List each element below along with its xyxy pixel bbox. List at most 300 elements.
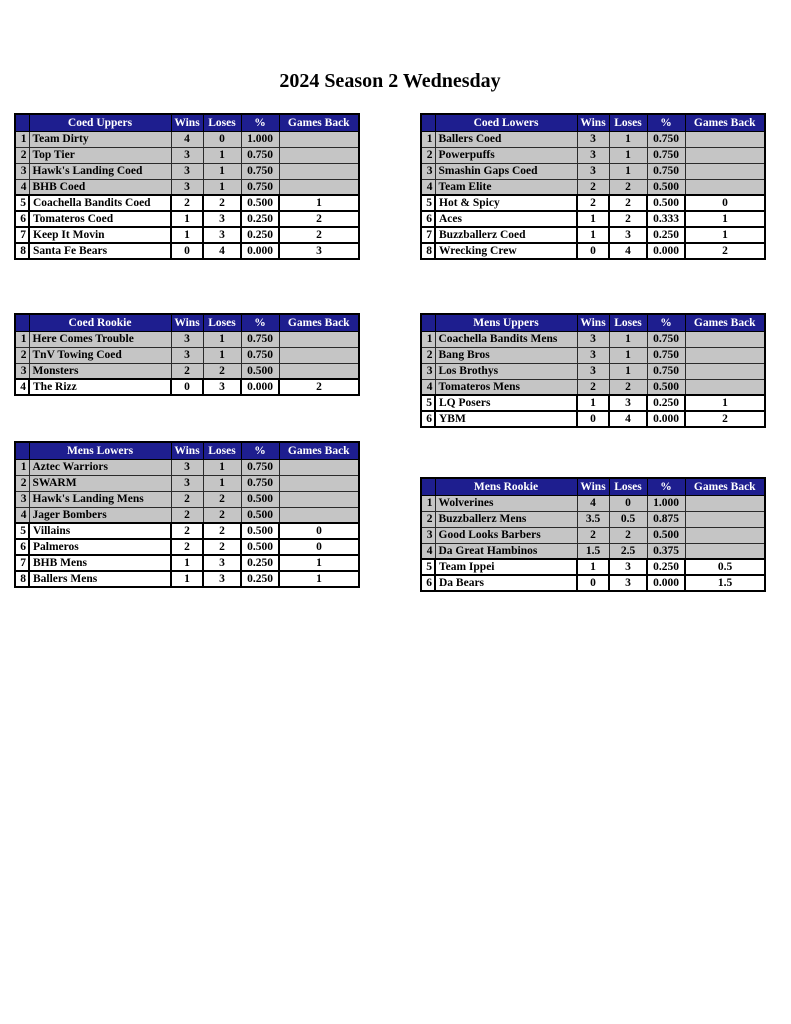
table-row xyxy=(15,227,359,243)
loses-cell: 0 xyxy=(609,495,647,511)
division-header: Mens Rookie xyxy=(435,478,577,495)
games-back-cell xyxy=(685,179,765,195)
loses-cell: 4 xyxy=(609,243,647,259)
team-cell: TnV Towing Coed xyxy=(29,347,171,363)
header-row xyxy=(15,314,359,331)
team-cell: YBM xyxy=(435,411,577,427)
games-back-cell: 2 xyxy=(279,227,359,243)
rank-cell: 6 xyxy=(421,411,435,427)
rank-header xyxy=(421,478,435,495)
team-cell: Coachella Bandits Mens xyxy=(435,331,577,347)
rank-cell: 5 xyxy=(421,195,435,211)
rank-cell: 2 xyxy=(15,475,29,491)
pct-cell: 0.500 xyxy=(647,527,685,543)
table-row xyxy=(15,555,359,571)
wins-cell: 1.5 xyxy=(577,543,609,559)
games-back-cell xyxy=(685,131,765,147)
pct-cell: 1.000 xyxy=(647,495,685,511)
team-cell: Good Looks Barbers xyxy=(435,527,577,543)
loses-header: Loses xyxy=(203,442,241,459)
team-cell: Ballers Mens xyxy=(29,571,171,587)
team-cell: Los Brothys xyxy=(435,363,577,379)
standings-table-coed-uppers xyxy=(14,113,360,260)
loses-cell: 2 xyxy=(609,379,647,395)
wins-cell: 3.5 xyxy=(577,511,609,527)
team-cell: Wolverines xyxy=(435,495,577,511)
team-cell: BHB Mens xyxy=(29,555,171,571)
rank-cell: 1 xyxy=(421,131,435,147)
rank-header xyxy=(421,314,435,331)
pct-cell: 0.333 xyxy=(647,211,685,227)
pct-cell: 0.750 xyxy=(647,147,685,163)
team-cell: Aztec Warriors xyxy=(29,459,171,475)
pct-cell: 0.250 xyxy=(241,227,279,243)
games-back-header: Games Back xyxy=(685,314,765,331)
games-back-cell: 1 xyxy=(685,227,765,243)
rank-cell: 6 xyxy=(421,575,435,591)
team-cell: Top Tier xyxy=(29,147,171,163)
games-back-cell xyxy=(685,331,765,347)
pct-cell: 0.500 xyxy=(647,195,685,211)
pct-header: % xyxy=(241,114,279,131)
loses-cell: 1 xyxy=(203,347,241,363)
rank-cell: 5 xyxy=(421,395,435,411)
games-back-cell xyxy=(279,347,359,363)
team-cell: Palmeros xyxy=(29,539,171,555)
table-row xyxy=(421,511,765,527)
loses-cell: 0.5 xyxy=(609,511,647,527)
games-back-cell: 2 xyxy=(685,243,765,259)
rank-cell: 3 xyxy=(15,491,29,507)
rank-cell: 2 xyxy=(15,347,29,363)
rank-cell: 2 xyxy=(15,147,29,163)
pct-cell: 0.500 xyxy=(647,179,685,195)
rank-cell: 4 xyxy=(421,179,435,195)
pct-cell: 0.500 xyxy=(241,491,279,507)
wins-cell: 2 xyxy=(171,491,203,507)
pct-cell: 0.750 xyxy=(241,475,279,491)
games-back-header: Games Back xyxy=(279,442,359,459)
table-row xyxy=(421,543,765,559)
wins-cell: 3 xyxy=(171,147,203,163)
rank-header xyxy=(421,114,435,131)
wins-cell: 0 xyxy=(577,575,609,591)
table-row xyxy=(421,227,765,243)
wins-cell: 2 xyxy=(171,363,203,379)
loses-cell: 1 xyxy=(609,331,647,347)
wins-cell: 2 xyxy=(171,507,203,523)
rank-cell: 5 xyxy=(15,523,29,539)
rank-cell: 7 xyxy=(15,227,29,243)
table-row xyxy=(15,539,359,555)
team-cell: The Rizz xyxy=(29,379,171,395)
games-back-cell: 1 xyxy=(685,211,765,227)
rank-cell: 8 xyxy=(15,243,29,259)
team-cell: Hawk's Landing Mens xyxy=(29,491,171,507)
table-row xyxy=(421,131,765,147)
table-row xyxy=(421,527,765,543)
wins-cell: 1 xyxy=(171,227,203,243)
pct-cell: 0.500 xyxy=(241,507,279,523)
games-back-cell xyxy=(685,379,765,395)
games-back-cell: 2 xyxy=(685,411,765,427)
games-back-cell xyxy=(685,543,765,559)
table-row xyxy=(15,331,359,347)
table-body xyxy=(15,131,359,259)
wins-cell: 3 xyxy=(577,363,609,379)
table-row xyxy=(421,243,765,259)
wins-cell: 4 xyxy=(577,495,609,511)
team-cell: Here Comes Trouble xyxy=(29,331,171,347)
rank-cell: 2 xyxy=(421,147,435,163)
pct-cell: 0.750 xyxy=(241,179,279,195)
games-back-header: Games Back xyxy=(685,114,765,131)
loses-cell: 1 xyxy=(203,179,241,195)
games-back-cell xyxy=(279,475,359,491)
pct-cell: 0.500 xyxy=(241,195,279,211)
loses-cell: 1 xyxy=(609,131,647,147)
table-row xyxy=(15,163,359,179)
games-back-cell xyxy=(279,163,359,179)
rank-cell: 7 xyxy=(15,555,29,571)
rank-cell: 2 xyxy=(421,511,435,527)
pct-cell: 0.750 xyxy=(241,459,279,475)
wins-cell: 3 xyxy=(577,331,609,347)
table-row xyxy=(15,363,359,379)
pct-cell: 0.750 xyxy=(647,163,685,179)
wins-cell: 1 xyxy=(577,559,609,575)
team-cell: Ballers Coed xyxy=(435,131,577,147)
wins-cell: 3 xyxy=(577,347,609,363)
rank-cell: 4 xyxy=(421,379,435,395)
team-cell: Jager Bombers xyxy=(29,507,171,523)
loses-cell: 1 xyxy=(609,363,647,379)
header-row xyxy=(15,114,359,131)
table-row xyxy=(421,395,765,411)
games-back-cell: 3 xyxy=(279,243,359,259)
loses-cell: 3 xyxy=(609,559,647,575)
wins-cell: 0 xyxy=(171,379,203,395)
team-cell: BHB Coed xyxy=(29,179,171,195)
games-back-cell: 1 xyxy=(685,395,765,411)
table-row xyxy=(421,179,765,195)
table-row xyxy=(15,211,359,227)
wins-cell: 2 xyxy=(577,195,609,211)
pct-cell: 0.500 xyxy=(647,379,685,395)
rank-cell: 4 xyxy=(15,179,29,195)
standings-table-mens-rookie xyxy=(420,477,766,592)
loses-cell: 2.5 xyxy=(609,543,647,559)
pct-cell: 0.000 xyxy=(241,243,279,259)
table-row xyxy=(15,195,359,211)
games-back-cell xyxy=(685,147,765,163)
table-row xyxy=(15,475,359,491)
team-cell: Buzzballerz Coed xyxy=(435,227,577,243)
rank-cell: 1 xyxy=(15,131,29,147)
loses-header: Loses xyxy=(609,314,647,331)
loses-cell: 3 xyxy=(203,555,241,571)
loses-cell: 1 xyxy=(203,163,241,179)
team-cell: Team Ippei xyxy=(435,559,577,575)
loses-cell: 3 xyxy=(203,211,241,227)
loses-cell: 3 xyxy=(203,571,241,587)
rank-cell: 3 xyxy=(421,163,435,179)
team-cell: SWARM xyxy=(29,475,171,491)
wins-cell: 3 xyxy=(171,179,203,195)
games-back-cell xyxy=(279,459,359,475)
loses-cell: 2 xyxy=(609,195,647,211)
table-body xyxy=(421,131,765,259)
rank-cell: 1 xyxy=(421,495,435,511)
wins-cell: 0 xyxy=(577,243,609,259)
games-back-cell xyxy=(685,347,765,363)
rank-cell: 7 xyxy=(421,227,435,243)
games-back-header: Games Back xyxy=(685,478,765,495)
pct-header: % xyxy=(241,442,279,459)
table-row xyxy=(421,147,765,163)
wins-cell: 0 xyxy=(171,243,203,259)
wins-header: Wins xyxy=(171,114,203,131)
rank-cell: 4 xyxy=(15,379,29,395)
team-cell: Monsters xyxy=(29,363,171,379)
standings-table-mens-lowers xyxy=(14,441,360,588)
pct-cell: 0.000 xyxy=(647,575,685,591)
table-row xyxy=(421,495,765,511)
team-cell: Keep It Movin xyxy=(29,227,171,243)
wins-cell: 3 xyxy=(171,459,203,475)
wins-header: Wins xyxy=(577,478,609,495)
pct-cell: 0.250 xyxy=(647,559,685,575)
team-cell: Coachella Bandits Coed xyxy=(29,195,171,211)
table-row xyxy=(421,411,765,427)
rank-cell: 3 xyxy=(15,363,29,379)
loses-cell: 1 xyxy=(203,475,241,491)
wins-cell: 3 xyxy=(171,163,203,179)
pct-cell: 1.000 xyxy=(241,131,279,147)
loses-cell: 1 xyxy=(609,163,647,179)
team-cell: Wrecking Crew xyxy=(435,243,577,259)
division-header: Coed Rookie xyxy=(29,314,171,331)
pct-cell: 0.000 xyxy=(241,379,279,395)
games-back-cell: 1 xyxy=(279,195,359,211)
team-cell: Hot & Spicy xyxy=(435,195,577,211)
team-cell: Team Elite xyxy=(435,179,577,195)
table-row xyxy=(421,363,765,379)
loses-cell: 1 xyxy=(609,347,647,363)
table-row xyxy=(421,575,765,591)
loses-cell: 4 xyxy=(609,411,647,427)
division-header: Coed Lowers xyxy=(435,114,577,131)
rank-cell: 1 xyxy=(15,331,29,347)
pct-cell: 0.750 xyxy=(241,331,279,347)
header-row xyxy=(421,314,765,331)
games-back-cell xyxy=(279,363,359,379)
standings-table-coed-lowers xyxy=(420,113,766,260)
loses-cell: 3 xyxy=(609,395,647,411)
wins-cell: 3 xyxy=(171,347,203,363)
team-cell: Bang Bros xyxy=(435,347,577,363)
loses-cell: 1 xyxy=(203,459,241,475)
team-cell: Tomateros Coed xyxy=(29,211,171,227)
loses-cell: 1 xyxy=(203,331,241,347)
loses-cell: 2 xyxy=(203,195,241,211)
pct-header: % xyxy=(647,114,685,131)
games-back-cell xyxy=(279,507,359,523)
rank-header xyxy=(15,442,29,459)
wins-cell: 3 xyxy=(171,475,203,491)
wins-cell: 1 xyxy=(171,555,203,571)
wins-cell: 2 xyxy=(577,179,609,195)
loses-cell: 1 xyxy=(203,147,241,163)
team-cell: Smashin Gaps Coed xyxy=(435,163,577,179)
table-row xyxy=(15,571,359,587)
rank-cell: 4 xyxy=(15,507,29,523)
pct-cell: 0.750 xyxy=(647,363,685,379)
games-back-cell xyxy=(279,179,359,195)
pct-cell: 0.750 xyxy=(647,331,685,347)
division-header: Mens Lowers xyxy=(29,442,171,459)
pct-header: % xyxy=(241,314,279,331)
team-cell: Santa Fe Bears xyxy=(29,243,171,259)
games-back-header: Games Back xyxy=(279,314,359,331)
team-cell: Powerpuffs xyxy=(435,147,577,163)
games-back-cell: 0 xyxy=(279,539,359,555)
pct-cell: 0.250 xyxy=(647,395,685,411)
wins-cell: 0 xyxy=(577,411,609,427)
wins-cell: 2 xyxy=(577,379,609,395)
pct-cell: 0.750 xyxy=(647,131,685,147)
pct-cell: 0.500 xyxy=(241,523,279,539)
table-row xyxy=(15,347,359,363)
rank-cell: 6 xyxy=(15,211,29,227)
loses-header: Loses xyxy=(203,114,241,131)
wins-cell: 1 xyxy=(171,211,203,227)
wins-cell: 1 xyxy=(171,571,203,587)
rank-cell: 3 xyxy=(421,363,435,379)
team-cell: LQ Posers xyxy=(435,395,577,411)
rank-cell: 3 xyxy=(15,163,29,179)
team-cell: Da Bears xyxy=(435,575,577,591)
table-row xyxy=(421,211,765,227)
loses-header: Loses xyxy=(609,114,647,131)
wins-header: Wins xyxy=(577,314,609,331)
loses-cell: 3 xyxy=(609,227,647,243)
rank-cell: 1 xyxy=(15,459,29,475)
table-body xyxy=(421,495,765,591)
games-back-cell xyxy=(279,491,359,507)
pct-cell: 0.750 xyxy=(241,147,279,163)
table-row xyxy=(421,379,765,395)
rank-cell: 5 xyxy=(15,195,29,211)
pct-cell: 0.000 xyxy=(647,243,685,259)
pct-cell: 0.250 xyxy=(241,555,279,571)
page-title: 2024 Season 2 Wednesday xyxy=(279,70,501,92)
rank-header xyxy=(15,114,29,131)
wins-cell: 3 xyxy=(577,163,609,179)
table-row xyxy=(15,507,359,523)
division-header: Coed Uppers xyxy=(29,114,171,131)
wins-cell: 2 xyxy=(171,539,203,555)
wins-header: Wins xyxy=(171,314,203,331)
games-back-cell: 1.5 xyxy=(685,575,765,591)
standings-table-mens-uppers xyxy=(420,313,766,428)
team-cell: Da Great Hambinos xyxy=(435,543,577,559)
table-row xyxy=(15,491,359,507)
header-row xyxy=(15,442,359,459)
team-cell: Tomateros Mens xyxy=(435,379,577,395)
wins-cell: 4 xyxy=(171,131,203,147)
loses-cell: 3 xyxy=(609,575,647,591)
rank-cell: 1 xyxy=(421,331,435,347)
wins-cell: 2 xyxy=(171,195,203,211)
table-row xyxy=(421,331,765,347)
loses-header: Loses xyxy=(609,478,647,495)
wins-cell: 2 xyxy=(577,527,609,543)
pct-cell: 0.750 xyxy=(241,347,279,363)
team-cell: Villains xyxy=(29,523,171,539)
wins-cell: 2 xyxy=(171,523,203,539)
division-header: Mens Uppers xyxy=(435,314,577,331)
pct-cell: 0.750 xyxy=(241,163,279,179)
games-back-header: Games Back xyxy=(279,114,359,131)
games-back-cell xyxy=(685,511,765,527)
table-row xyxy=(15,379,359,395)
games-back-cell: 0.5 xyxy=(685,559,765,575)
table-row xyxy=(421,195,765,211)
standings-table-coed-rookie xyxy=(14,313,360,396)
pct-cell: 0.750 xyxy=(647,347,685,363)
pct-cell: 0.375 xyxy=(647,543,685,559)
pct-cell: 0.500 xyxy=(241,363,279,379)
loses-cell: 1 xyxy=(609,147,647,163)
wins-cell: 1 xyxy=(577,211,609,227)
rank-cell: 5 xyxy=(421,559,435,575)
rank-cell: 8 xyxy=(421,243,435,259)
table-row xyxy=(15,243,359,259)
loses-cell: 2 xyxy=(203,363,241,379)
games-back-cell xyxy=(279,147,359,163)
games-back-cell xyxy=(685,527,765,543)
games-back-cell: 0 xyxy=(685,195,765,211)
team-cell: Hawk's Landing Coed xyxy=(29,163,171,179)
table-row xyxy=(15,147,359,163)
games-back-cell: 1 xyxy=(279,571,359,587)
pct-header: % xyxy=(647,314,685,331)
rank-cell: 6 xyxy=(15,539,29,555)
team-cell: Team Dirty xyxy=(29,131,171,147)
loses-cell: 0 xyxy=(203,131,241,147)
header-row xyxy=(421,114,765,131)
table-row xyxy=(15,179,359,195)
rank-cell: 6 xyxy=(421,211,435,227)
table-body xyxy=(15,459,359,587)
rank-cell: 8 xyxy=(15,571,29,587)
wins-cell: 1 xyxy=(577,395,609,411)
table-row xyxy=(15,459,359,475)
loses-header: Loses xyxy=(203,314,241,331)
loses-cell: 2 xyxy=(203,491,241,507)
pct-cell: 0.250 xyxy=(647,227,685,243)
loses-cell: 3 xyxy=(203,379,241,395)
table-row xyxy=(15,523,359,539)
table-row xyxy=(421,163,765,179)
games-back-cell xyxy=(685,495,765,511)
pct-cell: 0.875 xyxy=(647,511,685,527)
games-back-cell xyxy=(685,363,765,379)
pct-cell: 0.500 xyxy=(241,539,279,555)
games-back-cell: 2 xyxy=(279,379,359,395)
table-row xyxy=(421,559,765,575)
